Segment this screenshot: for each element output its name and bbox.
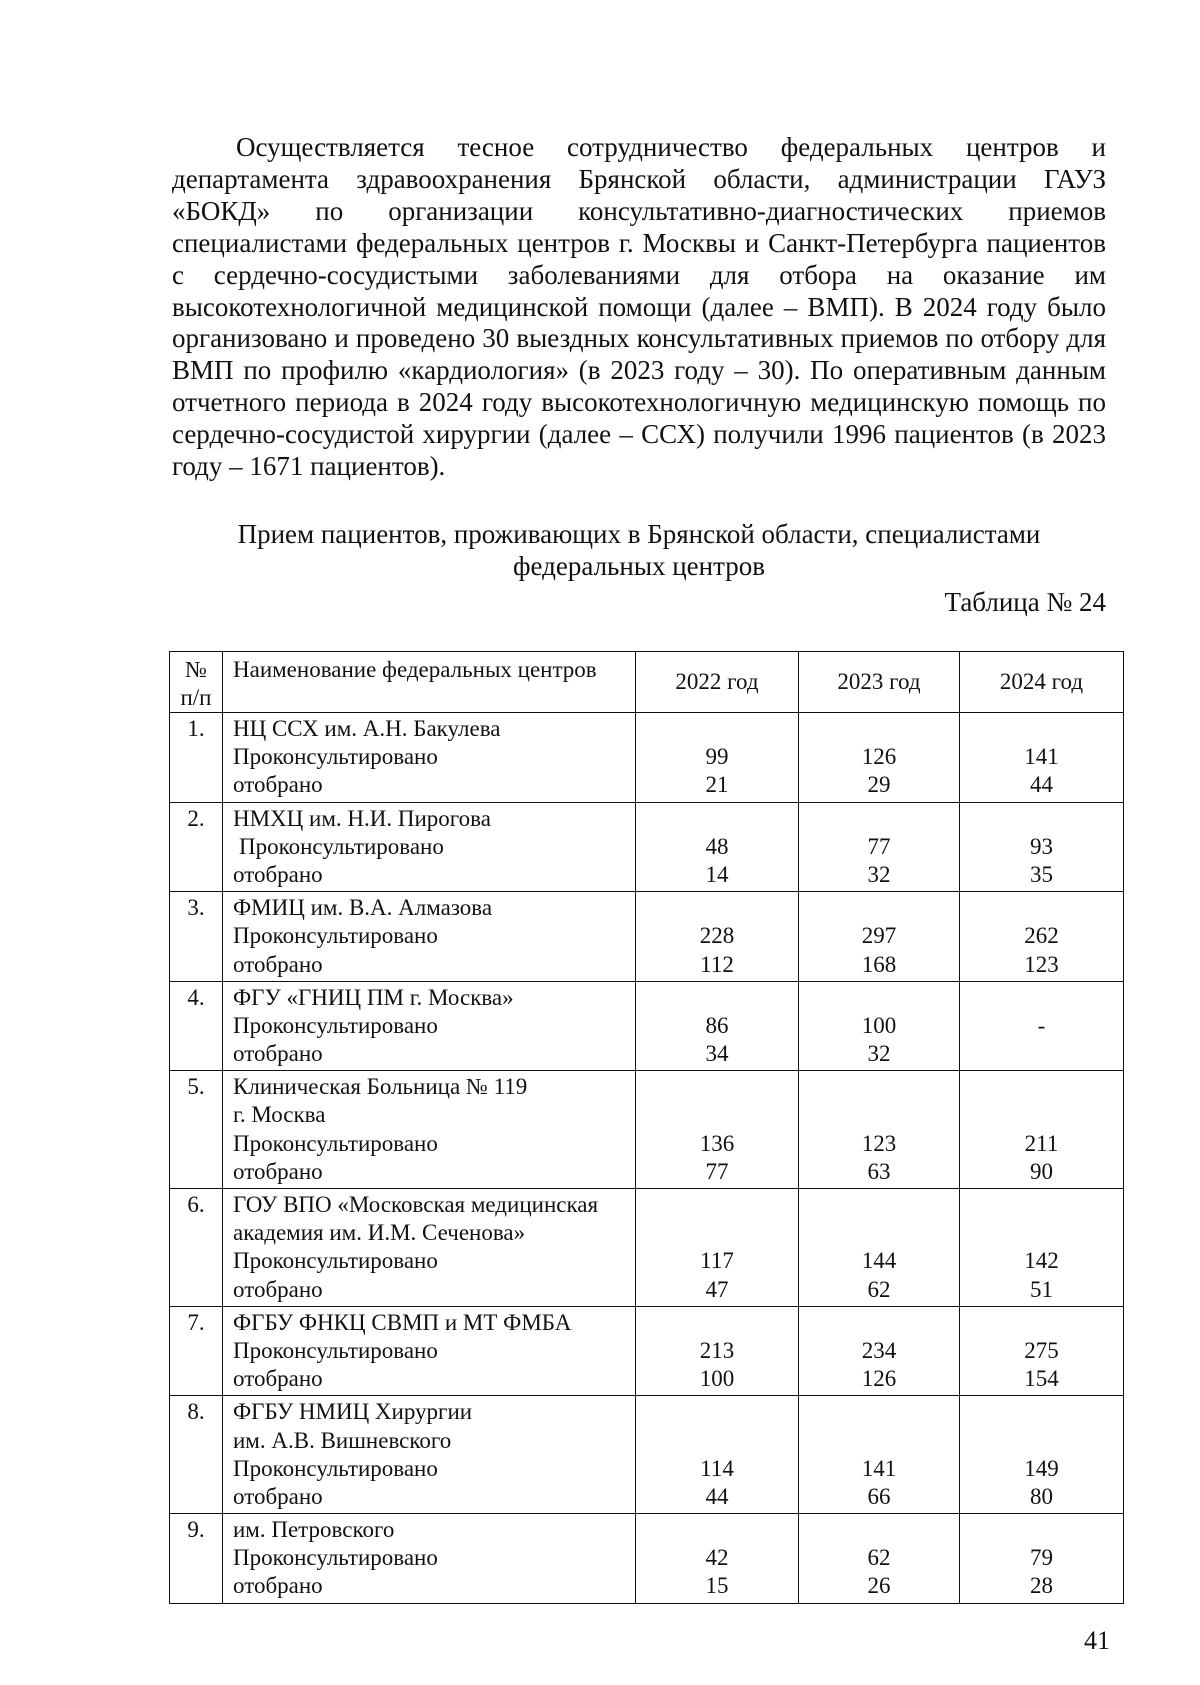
selected-value-2023: 26 [867,1573,891,1599]
row-number: 3. [170,892,223,982]
value-cell-2022 [636,1514,799,1604]
consulted-label: Проконсультировано [233,923,438,949]
table-row [170,892,1124,982]
value-cell-2022 [636,981,799,1071]
spacer [799,1309,959,1337]
center-name-cell [223,1071,636,1189]
value-cell-2022 [636,1071,799,1189]
selected-label: отобрано [233,772,323,798]
center-name-cell [223,981,636,1071]
consulted-label: Проконсультировано [239,833,444,859]
table-row [170,1396,1124,1514]
selected-value-2022: 100 [699,1366,735,1392]
spacer [636,894,798,922]
selected-label: отобрано [233,951,323,977]
spacer [960,1309,1123,1337]
row-number: 2. [170,802,223,892]
selected-label: отобрано [233,861,323,887]
consulted-value-2023: 100 [861,1012,897,1038]
table-row [170,1306,1124,1396]
spacer [960,1427,1123,1455]
selected-value-2024: 28 [1030,1573,1053,1599]
selected-value-2024: 123 [1024,951,1059,977]
spacer [960,1191,1123,1219]
spacer [960,1516,1123,1544]
row-number: 8. [170,1396,223,1514]
selected-value-2023: 168 [861,951,897,977]
header-2023: 2023 год [799,652,960,713]
selected-value-2024 [960,1040,1123,1068]
table-row [170,981,1124,1071]
consulted-value-2022: 136 [699,1130,735,1156]
row-number: 6. [170,1189,223,1307]
selected-label: отобрано [233,1041,323,1067]
consulted-label: Проконсультировано [233,1337,438,1363]
consulted-value-2022: 117 [700,1248,734,1274]
spacer [799,1516,959,1544]
row-number: 9. [170,1514,223,1604]
value-cell-2024 [960,1514,1124,1604]
spacer [960,805,1123,833]
header-num [170,652,223,713]
caption-line-2: федеральных центров [513,551,765,581]
value-cell-2022 [636,1189,799,1307]
consulted-value-2022: 42 [705,1545,729,1571]
spacer [636,1101,798,1129]
consulted-value-2022: 48 [705,833,729,859]
spacer [960,1073,1123,1101]
center-name-cell [223,802,636,892]
consulted-value-2023: 297 [861,923,897,949]
row-number: 4. [170,981,223,1071]
table-row [170,1189,1124,1307]
center-name-line: ФГУ «ГНИЦ ПМ г. Москва» [233,984,514,1010]
center-name-cell [223,892,636,982]
spacer [799,1191,959,1219]
table-label: Таблица № 24 [944,587,1106,617]
selected-value-2022: 14 [705,861,729,887]
selected-value-2022: 112 [700,951,734,977]
value-cell-2024 [960,1396,1124,1514]
spacer [636,715,798,743]
selected-value-2022: 34 [705,1041,729,1067]
selected-value-2023: 63 [867,1158,891,1184]
selected-value-2023: 32 [867,861,891,887]
table-row [170,713,1124,803]
center-name-line: г. Москва [233,1102,326,1128]
center-name-line: академия им. И.М. Сеченова» [233,1220,526,1246]
value-cell-2024 [960,713,1124,803]
selected-label: отобрано [233,1276,323,1302]
header-num-line-1: № [185,657,207,682]
header-name: Наименование федеральных центров [223,652,636,713]
selected-value-2024: 44 [1030,772,1053,798]
consulted-value-2023: 144 [861,1248,897,1274]
selected-value-2023: 29 [867,772,891,798]
selected-value-2022: 44 [705,1483,729,1509]
federal-centers-table [169,651,1124,1604]
consulted-value-2024: 211 [1024,1130,1059,1156]
spacer [960,1101,1123,1129]
center-name-line: НЦ ССХ им. А.Н. Бакулева [233,716,501,741]
center-name-line: ФГБУ ФНКЦ СВМП и МТ ФМБА [233,1309,572,1335]
consulted-value-2024: 142 [1024,1248,1059,1274]
selected-value-2022: 21 [705,772,729,798]
body-paragraph: Осуществляется тесное сотрудничество федеральных центров и департамента здравоохранения Брянской области, администрации ГАУЗ «БОКД» по организации консультативно-диагностических приемов специалистами федеральных центров г. Москвы и Санкт-Петербурга пациентов с сердечно-сосудистыми заболеваниями для отбора на оказание им высокотехнологичной медицинской помощи (далее – ВМП). В 2024 году было организовано и проведено 30 выездных консультативных приемов по отбору для ВМП по профилю «кардиология» (в 2023 году – 30). По оперативным данным отчетного периода в 2024 году высокотехнологичную медицинскую помощь по сердечно-сосудистой хирургии (далее – ССХ) получили 1996 пациентов (в 2023 году – 1671 пациентов). [172,132,1106,482]
consulted-value-2024: 275 [1024,1337,1059,1363]
selected-value-2024: 90 [1030,1158,1053,1184]
value-cell-2024 [960,1071,1124,1189]
spacer [799,894,959,922]
table-caption [172,518,1106,582]
consulted-label: Проконсультировано [233,1130,438,1156]
consulted-value-2024: 79 [1030,1545,1053,1571]
spacer [636,1309,798,1337]
consulted-value-2024: - [1037,1012,1046,1038]
table-body [170,713,1124,1604]
table-row [170,802,1124,892]
value-cell-2022 [636,1396,799,1514]
selected-value-2023: 32 [867,1041,891,1067]
value-cell-2023 [799,1071,960,1189]
consulted-value-2024: 149 [1024,1455,1059,1481]
spacer [636,984,798,1012]
value-cell-2022 [636,1306,799,1396]
spacer [799,1219,959,1247]
value-cell-2023 [799,802,960,892]
value-cell-2023 [799,1396,960,1514]
row-number: 1. [170,713,223,803]
consulted-value-2023: 126 [861,744,897,770]
center-name-line: ГОУ ВПО «Московская медицинская [233,1192,599,1217]
center-name-line: им. А.В. Вишневского [233,1427,452,1453]
value-cell-2024 [960,1306,1124,1396]
spacer [960,984,1123,1012]
selected-label: отобрано [233,1483,323,1509]
selected-value-2022: 47 [705,1276,729,1302]
value-cell-2024 [960,892,1124,982]
consulted-value-2023: 141 [861,1455,897,1481]
value-cell-2023 [799,713,960,803]
selected-value-2024: 154 [1024,1366,1059,1392]
value-cell-2024 [960,1189,1124,1307]
selected-value-2023: 126 [861,1366,897,1392]
spacer [960,1398,1123,1426]
table-header-row [170,652,1124,713]
page-number: 41 [1084,1626,1110,1655]
selected-value-2022: 15 [705,1573,729,1599]
spacer [636,1516,798,1544]
spacer [799,1398,959,1426]
center-name-line: ФМИЦ им. В.А. Алмазова [233,895,493,921]
center-name-cell [223,1189,636,1307]
selected-value-2024: 51 [1030,1276,1053,1302]
center-name-line: ФГБУ НМИЦ Хирургии [233,1399,473,1425]
value-cell-2023 [799,892,960,982]
spacer [799,715,959,743]
spacer [799,1427,959,1455]
spacer [960,894,1123,922]
center-name-line: Клиническая Больница № 119 [233,1074,528,1100]
center-name-line: НМХЦ им. Н.И. Пирогова [233,805,491,831]
value-cell-2024 [960,802,1124,892]
spacer [799,1073,959,1101]
consulted-value-2024: 262 [1024,923,1059,949]
spacer [636,1398,798,1426]
center-name-cell [223,1514,636,1604]
consulted-value-2023: 62 [867,1545,891,1571]
selected-value-2023: 62 [867,1276,891,1302]
selected-label: отобрано [233,1573,323,1599]
selected-value-2023: 66 [867,1483,891,1509]
consulted-value-2023: 234 [861,1337,897,1363]
consulted-value-2022: 86 [705,1012,729,1038]
spacer [799,1101,959,1129]
spacer [636,1073,798,1101]
value-cell-2023 [799,1514,960,1604]
consulted-label: Проконсультировано [233,744,438,770]
consulted-label: Проконсультировано [233,1545,438,1571]
row-number: 5. [170,1071,223,1189]
spacer [799,805,959,833]
spacer [636,1427,798,1455]
value-cell-2022 [636,713,799,803]
consulted-value-2023: 123 [861,1130,897,1156]
consulted-label: Проконсультировано [233,1012,438,1038]
center-name-cell [223,1396,636,1514]
selected-value-2022: 77 [705,1158,729,1184]
consulted-value-2024: 93 [1030,833,1053,859]
value-cell-2022 [636,892,799,982]
spacer [636,805,798,833]
selected-label: отобрано [233,1158,323,1184]
consulted-label: Проконсультировано [233,1455,438,1481]
value-cell-2024 [960,981,1124,1071]
consulted-value-2022: 213 [699,1337,735,1363]
spacer [960,1219,1123,1247]
consulted-value-2022: 228 [699,923,735,949]
table-row [170,1071,1124,1189]
header-num-line-2: п/п [180,685,212,710]
value-cell-2023 [799,1189,960,1307]
value-cell-2023 [799,1306,960,1396]
consulted-value-2023: 77 [867,833,891,859]
caption-line-1: Прием пациентов, проживающих в Брянской области, специалистами [237,519,1041,549]
spacer [799,984,959,1012]
table-row [170,1514,1124,1604]
consulted-value-2022: 114 [700,1455,734,1481]
center-name-line: им. Петровского [233,1517,395,1543]
selected-value-2024: 80 [1030,1483,1053,1509]
spacer [960,715,1123,743]
header-2024: 2024 год [960,652,1124,713]
consulted-value-2024: 141 [1024,744,1059,770]
row-number: 7. [170,1306,223,1396]
consulted-value-2022: 99 [705,744,729,770]
center-name-cell [223,713,636,803]
selected-value-2024: 35 [1030,861,1053,887]
center-name-cell [223,1306,636,1396]
value-cell-2022 [636,802,799,892]
selected-label: отобрано [233,1366,323,1392]
spacer [636,1219,798,1247]
consulted-label: Проконсультировано [233,1248,438,1274]
value-cell-2023 [799,981,960,1071]
header-2022: 2022 год [636,652,799,713]
spacer [636,1191,798,1219]
